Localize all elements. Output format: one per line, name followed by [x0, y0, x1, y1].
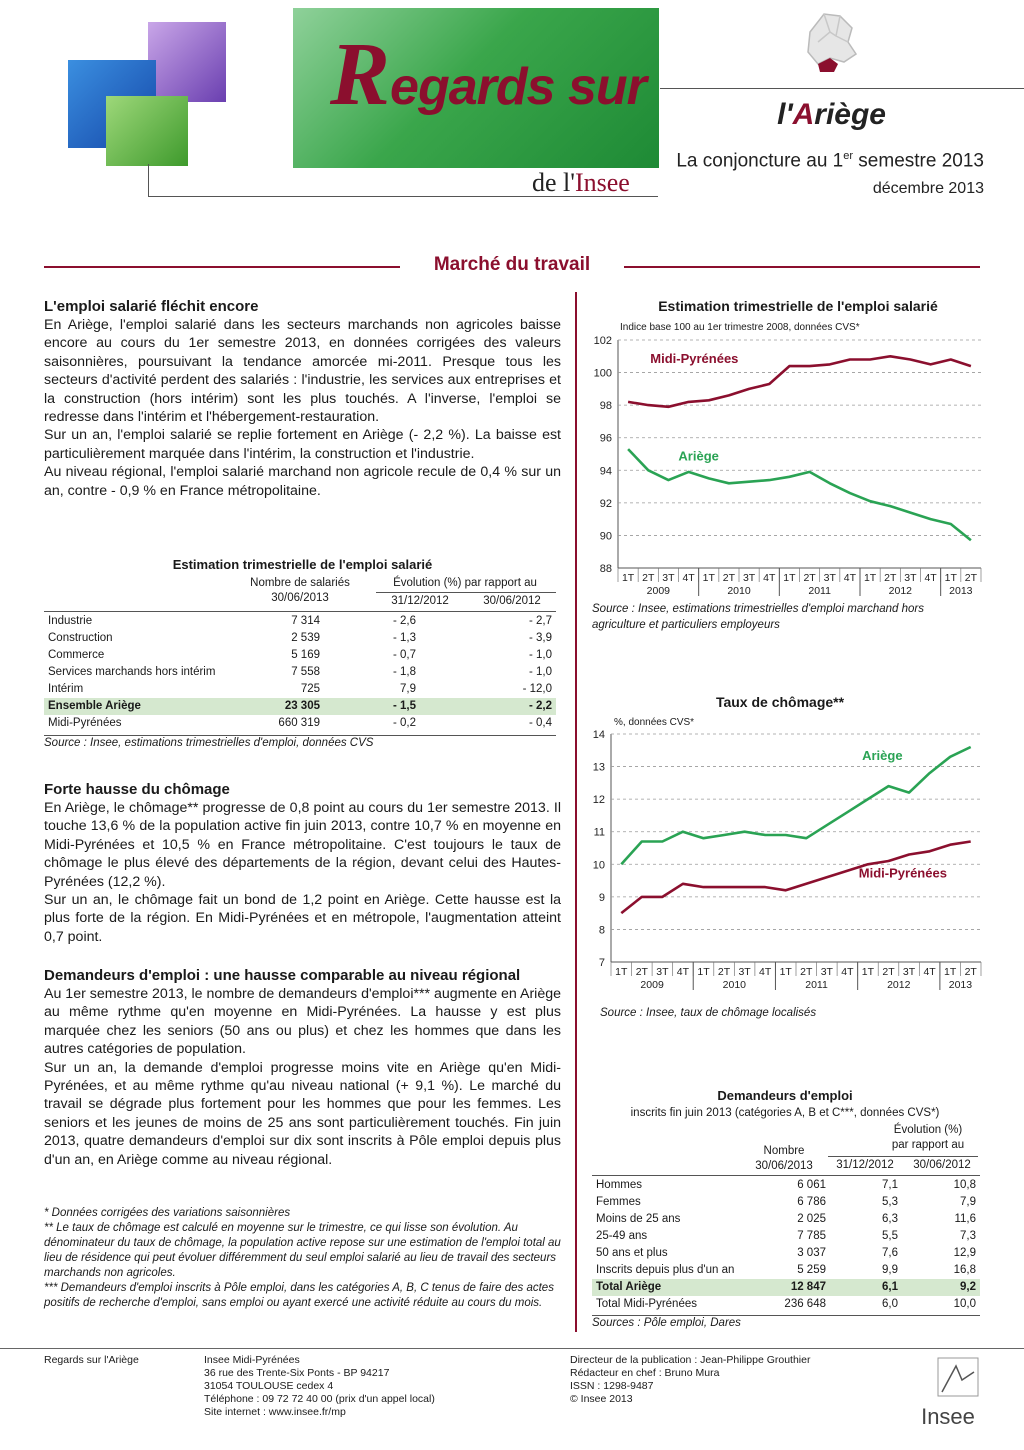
table-cell: 10,8: [953, 1179, 976, 1191]
article-heading: Forte hausse du chômage: [44, 781, 230, 798]
table-col-header: Nombre 30/06/2013: [755, 1145, 813, 1172]
table-cell: 5,3: [882, 1196, 898, 1208]
table-title: Estimation trimestrielle de l'emploi salarié: [172, 557, 433, 572]
x-tick-label: 1T: [783, 572, 796, 584]
table-top-rule: [44, 611, 556, 612]
table-cell: 6 786: [797, 1196, 826, 1208]
x-tick-label: 3T: [738, 966, 751, 978]
table-cell: 660 319: [278, 717, 320, 729]
title-rest: egards sur: [390, 58, 646, 116]
x-tick-label: 4T: [676, 966, 690, 978]
x-tick-label: 4T: [763, 572, 776, 584]
x-tick-label: 4T: [759, 966, 772, 978]
table-col-header: Évolution (%) par rapport au: [891, 1124, 965, 1151]
table-col-header: Nombre de salariés 30/06/2013: [250, 577, 350, 604]
employment-line-chart: [585, 330, 985, 602]
y-tick-label: 88: [599, 563, 612, 575]
section-rule-right: [624, 266, 980, 268]
footer-rule: [0, 1348, 1024, 1349]
table-cell: - 1,3: [392, 632, 416, 644]
table-cell: Services marchands hors intérim: [48, 666, 216, 678]
table-cell: 12,9: [953, 1247, 976, 1259]
x-tick-label: 2T: [884, 572, 897, 584]
table-cell: 236 648: [784, 1298, 826, 1310]
conjoncture-line: La conjoncture au 1er semestre 2013: [676, 150, 984, 172]
insee-logo-text: Insee: [921, 1404, 975, 1429]
table-subheader-rule: [376, 592, 556, 593]
year-label: 2012: [887, 979, 911, 991]
section-title: Marché du travail: [433, 254, 591, 275]
x-tick-label: 2T: [882, 966, 895, 978]
table-cell: 50 ans et plus: [596, 1247, 668, 1259]
table-row: [592, 1245, 980, 1262]
x-tick-label: 2T: [800, 966, 813, 978]
paragraph: Sur un an, l'emploi salarié se replie fortement en Ariège (- 2,2 %). La baisse est particulièrement marquée dans l'intérim, la construction et l'industrie.: [44, 427, 561, 462]
chart-subtitle: Indice base 100 au 1er trimestre 2008, données CVS*: [620, 322, 860, 333]
article-demandeurs: [44, 966, 561, 1169]
year-label: 2011: [805, 979, 828, 991]
table-cell: 3 037: [797, 1247, 826, 1259]
x-tick-label: 3T: [662, 572, 675, 584]
y-tick-label: 10: [592, 859, 605, 872]
logo-square-green: [106, 96, 188, 166]
table-cell: Ensemble Ariège: [44, 698, 240, 715]
table-cell: 5 259: [797, 1264, 826, 1276]
paragraph: En Ariège, le chômage** progresse de 0,8 point au cours du 1er semestre 2013. Il touche 13,6 % de la population active fin juin 2013, contre 10,7 % en moyenne en Midi-Pyrénées et 10,5 % en France métropolitaine. C'est toujours le taux de chômage le plus élevé des départements de la région, devant celui des Hautes-Pyrénées (12,2 %).: [44, 800, 561, 890]
x-tick-label: 4T: [682, 572, 695, 584]
table-cell: - 2,7: [528, 615, 552, 627]
chart-source: Source : Insee, taux de chômage localisés: [600, 1007, 817, 1019]
table-cell: Total Ariège: [592, 1279, 758, 1296]
header-vrule: [148, 164, 149, 196]
table-cell: 23 305: [240, 698, 324, 715]
footnote: ** Le taux de chômage est calculé en moyenne sur le trimestre, ce qui lisse son évolution. Au dénominateur du taux de chômage, la population active repose sur une estimation de l'emploi total au lieu de résidence qui peut évoluer différemment du seul emploi salarié au lieu de travail des secteurs marchands non agricoles.: [44, 1222, 561, 1279]
table-row: [44, 681, 556, 698]
x-tick-label: 4T: [923, 966, 936, 978]
table-cell: 11,6: [954, 1213, 976, 1225]
table-row: [44, 630, 556, 647]
logo-square-purple: [148, 22, 226, 102]
x-tick-label: 1T: [861, 966, 875, 978]
table-row: [592, 1177, 980, 1194]
x-tick-label: 3T: [656, 966, 669, 978]
table-cell: 5,5: [882, 1230, 898, 1242]
table-subheader-rule: [828, 1156, 978, 1157]
table-cell: - 0,7: [392, 649, 416, 661]
x-tick-label: 4T: [841, 966, 854, 978]
series-label: Midi-Pyrénées: [650, 350, 739, 366]
paragraph: Au niveau régional, l'emploi salarié marchand non agricole recule de 0,4 % sur un an, contre - 0,9 % en France métropolitaine.: [44, 464, 561, 499]
table-cell: - 1,0: [528, 649, 552, 661]
table-bottom-rule: [592, 1315, 980, 1316]
table-cell: 6 061: [797, 1179, 826, 1191]
table-cell: 9,9: [882, 1264, 898, 1276]
table-cell: 7,9: [400, 683, 416, 695]
x-tick-label: 1T: [863, 572, 877, 584]
table-source: Source : Insee, estimations trimestrielles d'emploi, données CVS: [44, 737, 374, 749]
insee-logo: [912, 1356, 984, 1436]
table-col-header: 31/12/2012: [836, 1159, 894, 1171]
x-tick-label: 1T: [944, 966, 957, 978]
article-chomage: [44, 780, 561, 946]
year-label: 2013: [949, 585, 973, 597]
table-cell: - 3,9: [528, 632, 552, 644]
table-cell: 6,3: [882, 1213, 898, 1225]
table-cell: 7,6: [882, 1247, 898, 1259]
table-row: [592, 1262, 980, 1279]
table-row: [592, 1211, 980, 1228]
table-cell: Commerce: [48, 649, 105, 661]
x-tick-label: 4T: [843, 572, 857, 584]
y-tick-label: 98: [599, 400, 612, 413]
series-label: Ariège: [862, 748, 903, 764]
x-tick-label: 3T: [823, 572, 836, 584]
table-cell: Midi-Pyrénées: [48, 717, 122, 729]
y-tick-label: 102: [593, 335, 612, 347]
table-cell: Moins de 25 ans: [596, 1213, 681, 1225]
table-cell: 7,1: [882, 1179, 898, 1191]
table-cell: 6,0: [882, 1298, 898, 1310]
series-label: Midi-Pyrénées: [858, 865, 947, 881]
table-row: [592, 1279, 980, 1296]
x-tick-label: 2T: [722, 572, 736, 584]
table-cell: - 2,6: [392, 615, 416, 627]
y-tick-label: 96: [599, 432, 612, 445]
region-name: l'Ariège: [777, 98, 886, 131]
chart-title: Estimation trimestrielle de l'emploi salarié: [658, 298, 938, 314]
footnote: * Données corrigées des variations saisonnières: [44, 1207, 291, 1219]
x-tick-label: 1T: [779, 966, 792, 978]
x-tick-label: 3T: [820, 966, 833, 978]
y-tick-label: 9: [598, 891, 605, 904]
table-row: [44, 647, 556, 664]
year-label: 2010: [727, 585, 751, 597]
table-cell: 10,0: [953, 1298, 976, 1310]
year-label: 2010: [722, 979, 747, 991]
article-heading: Demandeurs d'emploi : une hausse comparable au niveau régional: [44, 967, 521, 984]
table-cell: 7,9: [960, 1196, 976, 1208]
chart-subtitle: %, données CVS*: [614, 717, 695, 728]
x-tick-label: 1T: [621, 572, 635, 584]
table-cell: 7 558: [291, 666, 320, 678]
footnote: *** Demandeurs d'emploi inscrits à Pôle emploi, dans les catégories A, B, C tenus de faire des actes positifs de recherche d'emploi, sans emploi ou ayant exercé une activité réduite au cours du mois.: [44, 1282, 554, 1309]
paragraph: Au 1er semestre 2013, le nombre de demandeurs d'emploi*** augmente en Ariège au même rythme qu'en moyenne en Midi-Pyrénées. La hausse y est plus marquée chez les seniors (50 ans ou plus) et chez les hommes que dans les autres catégories de population.: [44, 986, 561, 1058]
y-tick-label: 11: [593, 826, 605, 839]
table-cell: 2 539: [291, 632, 320, 644]
table-row: [44, 698, 556, 715]
x-tick-label: 2T: [964, 572, 978, 584]
article-heading: L'emploi salarié fléchit encore: [44, 298, 259, 315]
table-cell: 9,2: [902, 1279, 980, 1296]
table-cell: Hommes: [596, 1179, 643, 1191]
insee-logo-mark: [912, 1356, 984, 1400]
article-emploi: [44, 297, 561, 500]
footer-address: Insee Midi-Pyrénées 36 rue des Trente-Six Ponts - BP 94217 31054 TOULOUSE cedex 4 Téléphone : 09 72 72 40 00 (prix d'un appel local) Site internet : www.insee.fr/mp: [204, 1354, 435, 1418]
table-cell: 16,8: [953, 1264, 976, 1276]
x-tick-label: 1T: [944, 572, 957, 584]
x-tick-label: 3T: [904, 572, 917, 584]
table-cell: 12 847: [758, 1279, 830, 1296]
table-cell: - 1,8: [392, 666, 416, 678]
table-cell: - 12,0: [522, 683, 552, 695]
series-line-ari-ge: [621, 747, 970, 864]
table-row: [592, 1228, 980, 1245]
chart-title: Taux de chômage**: [715, 694, 845, 710]
table-col-header: 30/06/2012: [913, 1159, 971, 1171]
table-row: [44, 715, 556, 732]
footer-credits: Directeur de la publication : Jean-Philippe Grouthier Rédacteur en chef : Bruno Mura ISSN : 1298-9487 © Insee 2013: [570, 1354, 811, 1405]
table-row: [592, 1296, 980, 1313]
y-tick-label: 13: [592, 761, 605, 774]
x-tick-label: 2T: [964, 966, 977, 978]
table-cell: Intérim: [48, 683, 84, 695]
x-tick-label: 1T: [615, 966, 628, 978]
paragraph: En Ariège, l'emploi salarié dans les secteurs marchands non agricoles baisse encore au cours du 1er semestre 2013, en données corrigées des valeurs saisonnières, poursuivant la tendance amorcée mi-2011. Presque tous les secteurs d'activité perdent des salariés : l'industrie, les services aux entreprises et la construction (hors intérim) sont les plus touchés. A l'inverse, l'emploi se redresse dans l'intérim et l'hébergement-restauration.: [44, 317, 561, 426]
paragraph: Sur un an, la demande d'emploi progresse moins vite en Ariège qu'en Midi-Pyrénées, et au même rythme qu'au niveau national (+ 9,1 %). Le marché du travail se dégrade plus fortement pour les hommes que pour les femmes. Les seniors et les jeunes de moins de 25 ans sont particulièrement touchés. Fin juin 2013, quatre demandeurs d'emploi sur dix sont inscrits à Pôle emploi depuis plus d'un an, en Ariège comme au niveau régional.: [44, 1059, 561, 1168]
table-row: [44, 664, 556, 681]
footer-publication: Regards sur l'Ariège: [44, 1354, 139, 1366]
y-tick-label: 90: [599, 530, 612, 543]
x-tick-label: 4T: [924, 572, 937, 584]
y-tick-label: 94: [599, 465, 612, 478]
table-col-header: 31/12/2012: [391, 595, 449, 607]
y-tick-label: 100: [593, 367, 612, 380]
x-tick-label: 1T: [697, 966, 710, 978]
year-label: 2013: [948, 979, 973, 991]
series-label: Ariège: [678, 448, 719, 464]
table-title: Demandeurs d'emploi: [717, 1088, 853, 1103]
employment-table: [44, 613, 556, 732]
column-divider: [575, 292, 577, 1332]
table-cell: 725: [300, 683, 320, 695]
year-label: 2011: [808, 585, 831, 597]
y-tick-label: 12: [592, 794, 605, 807]
table-top-rule: [592, 1175, 980, 1176]
unemployment-line-chart: [585, 724, 985, 1004]
x-tick-label: 2T: [803, 572, 816, 584]
table-bottom-rule: [44, 735, 556, 736]
table-cell: Construction: [48, 632, 113, 644]
table-cell: 7,3: [960, 1230, 976, 1242]
year-label: 2012: [888, 585, 913, 597]
table-cell: - 1,0: [528, 666, 552, 678]
publication-subtitle: de l'Insee: [532, 168, 630, 197]
table-row: [592, 1194, 980, 1211]
table-cell: Industrie: [48, 615, 93, 627]
table-col-header: Évolution (%) par rapport au: [393, 577, 537, 589]
y-tick-label: 14: [592, 729, 605, 741]
table-subtitle: inscrits fin juin 2013 (catégories A, B et C***, données CVS*): [630, 1107, 940, 1119]
publication-title: [330, 25, 646, 124]
issue-date: décembre 2013: [872, 180, 984, 197]
table-cell: 7 785: [797, 1230, 826, 1242]
title-initial: R: [330, 25, 391, 124]
x-tick-label: 2T: [642, 572, 655, 584]
footnotes: [44, 1206, 561, 1311]
year-label: 2009: [640, 979, 664, 991]
table-cell: Inscrits depuis plus d'un an: [596, 1264, 735, 1276]
y-tick-label: 8: [598, 924, 605, 937]
table-cell: 2 025: [797, 1213, 826, 1225]
x-tick-label: 2T: [717, 966, 731, 978]
table-cell: 7 314: [291, 615, 320, 627]
job-seekers-table: [592, 1177, 980, 1313]
table-cell: - 1,5: [324, 698, 420, 715]
x-tick-label: 3T: [902, 966, 916, 978]
table-cell: Femmes: [596, 1196, 641, 1208]
y-tick-label: 92: [599, 497, 612, 510]
header-rule-right: [660, 88, 1024, 89]
table-source: Sources : Pôle emploi, Dares: [592, 1317, 741, 1329]
table-cell: 25-49 ans: [596, 1230, 648, 1242]
table-cell: Total Midi-Pyrénées: [596, 1298, 697, 1310]
table-cell: - 0,4: [528, 717, 552, 729]
x-tick-label: 3T: [742, 572, 756, 584]
x-tick-label: 2T: [635, 966, 648, 978]
table-col-header: 30/06/2012: [483, 595, 541, 607]
chart-source: Source : Insee, estimations trimestrielles d'emploi marchand hors agriculture et particuliers employeurs: [592, 603, 925, 631]
table-cell: 6,1: [830, 1279, 902, 1296]
year-label: 2009: [646, 585, 671, 597]
table-row: [44, 613, 556, 630]
table-cell: - 2,2: [420, 698, 556, 715]
x-tick-label: 1T: [702, 572, 715, 584]
table-cell: - 0,2: [392, 717, 416, 729]
y-tick-label: 7: [598, 957, 605, 969]
table-cell: 5 169: [291, 649, 320, 661]
paragraph: Sur un an, le chômage fait un bond de 1,2 point en Ariège. Cette hausse est la plus forte de la région. En Midi-Pyrénées et en métropole, l'augmentation atteint 0,7 point.: [44, 892, 561, 945]
region-map-icon: [790, 2, 870, 82]
